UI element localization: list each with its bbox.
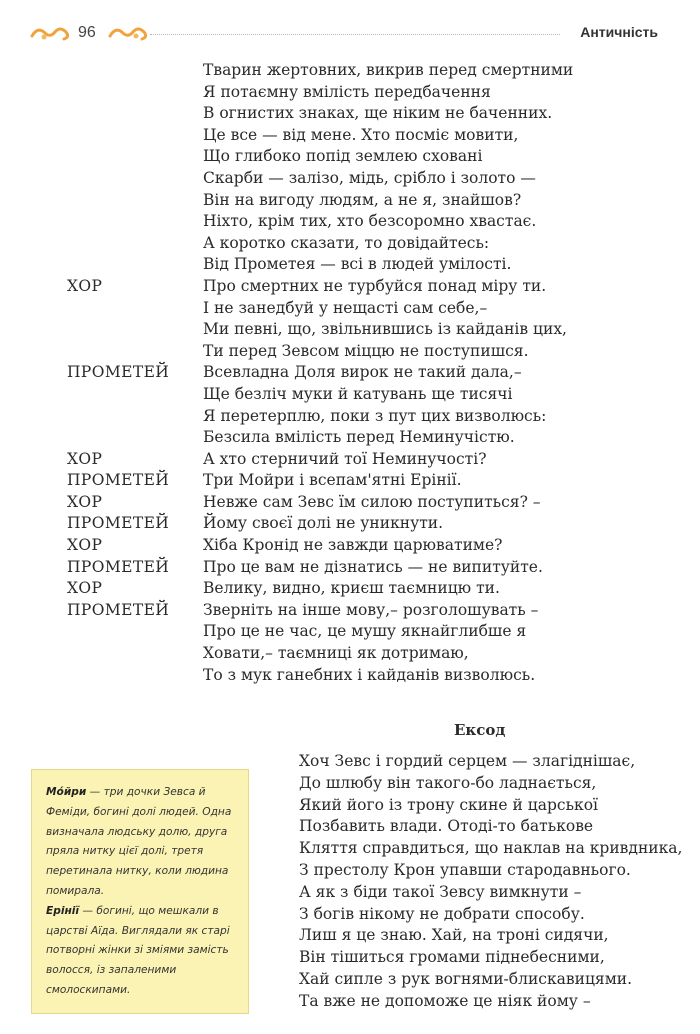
verse-text: Я потаємну вмілість передбачення xyxy=(203,82,491,101)
dialogue-line xyxy=(0,60,700,82)
verse-text: Я перетерплю, поки з пут цих визволюсь: xyxy=(203,406,547,425)
verse-text: Що глибоко попід землею сховані xyxy=(203,147,483,166)
dialogue-line xyxy=(0,643,700,665)
dialogue-line xyxy=(0,233,700,255)
dialogue-line xyxy=(0,103,700,125)
verse-text: А як з біди такої Зевсу вимкнути – xyxy=(299,882,582,901)
verse-text: Ти перед Зевсом міццю не поступишся. xyxy=(203,341,529,360)
verse-text: І не занедбуй у нещасті сам себе,– xyxy=(203,298,488,317)
dialogue-line xyxy=(0,513,700,535)
dialogue-line xyxy=(0,406,700,428)
dialogue-line xyxy=(0,168,700,190)
page-number: 96 xyxy=(78,24,96,41)
note-term-erinyes: Ерінії xyxy=(46,904,80,917)
dialogue-line xyxy=(0,384,700,406)
note-definition-moirai: — три дочки Зевса й Феміди, богині долі людей. Одна визначала людську долю, друга пряла нитку цієї долі, третя перетинала нитку, коли людина помирала. xyxy=(46,786,232,897)
verse-text: Ми певні, що, звільнившись із кайданів цих, xyxy=(203,320,567,339)
note-definition-erinyes: — богині, що мешкали в царстві Аїда. Виглядали як старі потворні жінки зі зміями замість волосся, із запаленими смолоскипами. xyxy=(46,904,230,996)
dialogue-line xyxy=(0,190,700,212)
verse-text: Це все — від мене. Хто посміє мовити, xyxy=(203,125,519,144)
dialogue-line xyxy=(0,362,700,384)
verse-text: З престолу Крон упавши стародавнього. xyxy=(299,860,631,879)
verse-text: Який його із трону скине й царської xyxy=(299,795,598,814)
verse-text: Велику, видно, криєш таємницю ти. xyxy=(203,579,500,598)
glossary-note xyxy=(31,769,249,1014)
speaker-label: ХОР xyxy=(67,536,103,555)
verse-text: Хоч Зевс і гордий серцем — злагіднішає, xyxy=(299,752,636,770)
dialogue-line xyxy=(0,665,700,687)
verse-text: Про це не час, це мушу якнайглибше я xyxy=(203,622,527,641)
verse-text: Він тішиться громами піднебесними, xyxy=(299,948,605,967)
verse-text: Хай сипле з рук вогнями-блискавицями. xyxy=(299,969,633,988)
note-term-moirai: Мо́йри xyxy=(46,786,87,798)
speaker-label: ХОР xyxy=(67,449,103,468)
verse-text: Ніхто, крім тих, хто безсоромно хвастає. xyxy=(203,212,537,231)
dialogue-line xyxy=(0,254,700,276)
speaker-label: ХОР xyxy=(67,276,103,295)
verse-text: Ховати,– таємниці як дотримаю, xyxy=(203,644,469,663)
verse-text: Лиш я це знаю. Хай, на троні сидячи, xyxy=(299,926,609,945)
header-divider xyxy=(150,34,560,35)
verse-text: А хто стерничий тої Неминучості? xyxy=(203,449,487,468)
verse-text: Позбавить влади. Отоді-то батькове xyxy=(299,817,594,836)
dialogue-line xyxy=(0,125,700,147)
speaker-label: ПРОМЕТЕЙ xyxy=(67,471,170,490)
dialogue-line xyxy=(0,449,700,471)
speaker-label: ПРОМЕТЕЙ xyxy=(67,363,170,382)
speaker-label: ХОР xyxy=(67,492,103,511)
verse-text: Три Мойри і всепам'ятні Ерінії. xyxy=(203,471,462,490)
speaker-label: ПРОМЕТЕЙ xyxy=(67,514,170,533)
dialogue-line xyxy=(0,492,700,514)
swirl-ornament-icon xyxy=(108,24,150,44)
section-title: Античність xyxy=(580,24,658,40)
verse-text: Про смертних не турбуйся понад міру ти. xyxy=(203,276,547,295)
speaker-label: ПРОМЕТЕЙ xyxy=(67,600,170,619)
dialogue-line xyxy=(0,578,700,600)
verse-text: Скарби — залізо, мідь, срібло і золото — xyxy=(203,168,536,187)
dialogue-block xyxy=(0,60,700,686)
verse-text: Від Прометея — всі в людей умілості. xyxy=(203,255,512,274)
verse-text: Про це вам не дізнатись — не випитуйте. xyxy=(203,557,543,576)
dialogue-line xyxy=(0,211,700,233)
verse-text: Він на вигоду людям, а не я, знайшов? xyxy=(203,190,522,209)
dialogue-line xyxy=(0,600,700,622)
dialogue-line xyxy=(0,470,700,492)
dialogue-line xyxy=(0,319,700,341)
dialogue-line xyxy=(0,535,700,557)
verse-text: Кляття справдиться, що наклав на кривдника, xyxy=(299,839,683,858)
speaker-label: ХОР xyxy=(67,579,103,598)
dialogue-line xyxy=(0,341,700,363)
verse-text: Невже сам Зевс їм силою поступиться? – xyxy=(203,492,541,511)
swirl-ornament-icon xyxy=(30,24,72,44)
verse-text: Хіба Кронід не завжди царюватиме? xyxy=(203,536,503,555)
verse-text: То з мук ганебних і кайданів визволюсь. xyxy=(203,665,536,684)
verse-text: В огнистих знаках, ще ніким не баченних. xyxy=(203,104,553,123)
verse-text: Всевладна Доля вирок не такий дала,– xyxy=(203,363,522,382)
dialogue-line xyxy=(0,146,700,168)
dialogue-line xyxy=(0,298,700,320)
verse-text: Зверніть на інше мову,– розголошувать – xyxy=(203,600,539,619)
verse-text: А коротко сказати, то довідайтесь: xyxy=(203,233,490,252)
speaker-label: ПРОМЕТЕЙ xyxy=(67,557,170,576)
verse-text: Тварин жертовних, викрив перед смертними xyxy=(203,61,574,79)
exodos-heading: Ексод xyxy=(454,721,506,739)
verse-text: До шлюбу він такого-бо ладнається, xyxy=(299,773,597,792)
dialogue-line xyxy=(0,276,700,298)
dialogue-line xyxy=(0,82,700,104)
verse-text: Та вже не допоможе це ніяк йому – xyxy=(299,991,591,1010)
verse-text: Йому своєї долі не уникнути. xyxy=(203,514,444,533)
verse-text: Ще безліч муки й катувань ще тисячі xyxy=(203,384,513,403)
dialogue-line xyxy=(0,621,700,643)
dialogue-line xyxy=(0,427,700,449)
verse-text: З богів нікому не добрати способу. xyxy=(299,904,585,923)
page-header xyxy=(0,0,700,60)
verse-text: Безсила вмілість перед Неминучістю. xyxy=(203,428,515,447)
dialogue-line xyxy=(0,557,700,579)
